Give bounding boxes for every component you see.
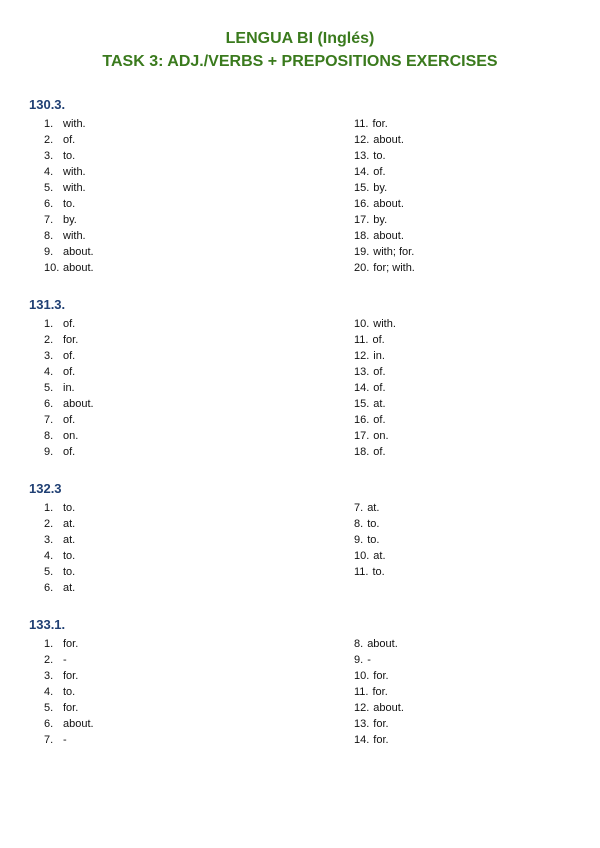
answer-text: at. — [373, 550, 386, 562]
answer-text: of. — [63, 134, 76, 146]
answer-text: at. — [63, 582, 76, 594]
answer-number: 6. — [44, 198, 54, 210]
answer-number: 14. — [354, 166, 370, 178]
answer-number: 7. — [44, 414, 54, 426]
answer-item — [44, 332, 94, 348]
answer-item — [44, 700, 94, 716]
answer-item — [44, 260, 94, 276]
answer-text: about. — [373, 134, 404, 146]
answer-number: 1. — [44, 502, 54, 514]
answer-text: for. — [372, 686, 388, 698]
section-heading: 132.3 — [29, 481, 62, 496]
answer-number: 16. — [354, 414, 370, 426]
answer-item — [354, 132, 415, 148]
answer-text: to. — [63, 566, 76, 578]
answer-text: to. — [63, 502, 76, 514]
answer-number: 11. — [354, 686, 369, 698]
answer-column-right — [354, 636, 404, 748]
section-heading: 130.3. — [29, 97, 66, 112]
answer-number: 8. — [354, 518, 364, 530]
answer-text: to. — [63, 198, 76, 210]
section-heading: 133.1. — [29, 617, 66, 632]
answer-number: 12. — [354, 702, 370, 714]
answer-text: to. — [373, 150, 386, 162]
answer-item — [44, 532, 75, 548]
answer-item — [354, 116, 415, 132]
answer-number: 5. — [44, 702, 54, 714]
answer-number: 9. — [44, 446, 54, 458]
answer-text: of. — [63, 446, 76, 458]
answer-text: about. — [373, 198, 404, 210]
answer-text: of. — [373, 166, 386, 178]
answer-number: 12. — [354, 350, 370, 362]
answer-item — [44, 396, 94, 412]
answer-text: - — [367, 654, 371, 666]
answer-number: 10. — [354, 318, 370, 330]
answer-text: of. — [63, 350, 76, 362]
answer-text: on. — [63, 430, 79, 442]
answer-text: of. — [373, 446, 386, 458]
answer-item — [354, 684, 404, 700]
answer-number: 10. — [354, 670, 370, 682]
answer-item — [354, 348, 396, 364]
answer-text: with; for. — [373, 246, 415, 258]
answer-item — [44, 652, 94, 668]
answer-text: with. — [63, 230, 86, 242]
answer-item — [354, 364, 396, 380]
answer-text: with. — [63, 118, 86, 130]
answer-text: at. — [63, 534, 76, 546]
answer-text: with. — [63, 182, 86, 194]
answer-text: about. — [367, 638, 398, 650]
answer-number: 15. — [354, 398, 370, 410]
answer-number: 4. — [44, 686, 54, 698]
answer-number: 8. — [44, 430, 54, 442]
answer-number: 2. — [44, 334, 54, 346]
answer-text: to. — [63, 550, 76, 562]
answer-number: 2. — [44, 518, 54, 530]
answer-number: 14. — [354, 382, 370, 394]
answer-number: 7. — [44, 734, 54, 746]
answer-item — [354, 516, 386, 532]
answer-number: 5. — [44, 382, 54, 394]
answer-column-left — [44, 116, 94, 276]
answer-item — [354, 396, 396, 412]
answer-item — [44, 180, 94, 196]
answer-item — [354, 636, 404, 652]
answer-number: 19. — [354, 246, 370, 258]
answer-number: 4. — [44, 366, 54, 378]
answer-item — [354, 668, 404, 684]
answer-text: about. — [373, 230, 404, 242]
answer-text: with. — [373, 318, 396, 330]
answer-item — [354, 180, 415, 196]
answer-number: 4. — [44, 550, 54, 562]
answer-text: for. — [373, 718, 389, 730]
answer-number: 15. — [354, 182, 370, 194]
answer-text: of. — [372, 334, 385, 346]
answer-number: 11. — [354, 118, 369, 130]
answer-text: about. — [63, 262, 94, 274]
answer-number: 12. — [354, 134, 370, 146]
answer-text: on. — [373, 430, 389, 442]
answer-text: for. — [63, 334, 79, 346]
answer-text: for. — [373, 670, 389, 682]
answer-item — [44, 228, 94, 244]
answer-item — [354, 716, 404, 732]
answer-item — [44, 348, 94, 364]
answer-item — [44, 116, 94, 132]
answer-text: by. — [373, 214, 388, 226]
answer-number: 16. — [354, 198, 370, 210]
section-heading: 131.3. — [29, 297, 66, 312]
answer-number: 11. — [354, 566, 369, 578]
answer-column-left — [44, 316, 94, 460]
answer-number: 2. — [44, 134, 54, 146]
answer-number: 18. — [354, 230, 370, 242]
answer-item — [44, 668, 94, 684]
answer-text: for. — [63, 702, 79, 714]
answer-text: about. — [373, 702, 404, 714]
answer-number: 14. — [354, 734, 370, 746]
answer-item — [354, 500, 386, 516]
answer-number: 5. — [44, 566, 54, 578]
answer-number: 7. — [44, 214, 54, 226]
answer-item — [44, 364, 94, 380]
answer-item — [354, 212, 415, 228]
answer-text: at. — [367, 502, 380, 514]
answer-text: of. — [373, 414, 386, 426]
answer-item — [44, 132, 94, 148]
answer-text: in. — [373, 350, 385, 362]
answer-text: about. — [63, 398, 94, 410]
answer-item — [44, 636, 94, 652]
answer-number: 3. — [44, 670, 54, 682]
answer-item — [354, 228, 415, 244]
answer-column-right — [354, 116, 415, 276]
answer-number: 18. — [354, 446, 370, 458]
answer-item — [44, 444, 94, 460]
answer-text: about. — [63, 246, 94, 258]
answer-number: 9. — [354, 534, 364, 546]
answer-number: 10. — [44, 262, 60, 274]
answer-text: with. — [63, 166, 86, 178]
answer-text: at. — [63, 518, 76, 530]
document-title: LENGUA BI (Inglés) — [225, 30, 375, 47]
answer-text: to. — [63, 686, 76, 698]
answer-text: for. — [372, 118, 388, 130]
answer-text: of. — [373, 366, 386, 378]
answer-number: 17. — [354, 430, 370, 442]
answer-item — [44, 732, 94, 748]
answer-text: about. — [63, 718, 94, 730]
answer-number: 11. — [354, 334, 369, 346]
answer-number: 6. — [44, 398, 54, 410]
answer-number: 1. — [44, 638, 54, 650]
answer-number: 10. — [354, 550, 370, 562]
answer-item — [44, 412, 94, 428]
answer-number: 3. — [44, 150, 54, 162]
answer-item — [44, 684, 94, 700]
answer-number: 9. — [44, 246, 54, 258]
answer-text: to. — [367, 518, 380, 530]
answer-item — [44, 196, 94, 212]
answer-number: 6. — [44, 718, 54, 730]
answer-number: 13. — [354, 150, 370, 162]
answer-item — [354, 148, 415, 164]
answer-column-right — [354, 500, 386, 580]
answer-item — [354, 412, 396, 428]
answer-item — [354, 260, 415, 276]
answer-item — [44, 148, 94, 164]
answer-item — [354, 244, 415, 260]
answer-item — [354, 652, 404, 668]
answer-number: 17. — [354, 214, 370, 226]
answer-item — [354, 332, 396, 348]
task-title: TASK 3: ADJ./VERBS + PREPOSITIONS EXERCISES — [102, 53, 498, 70]
answer-item — [354, 564, 386, 580]
answer-text: - — [63, 734, 67, 746]
answer-item — [354, 164, 415, 180]
answer-number: 1. — [44, 318, 54, 330]
answer-text: of. — [63, 414, 76, 426]
answer-item — [44, 564, 75, 580]
answer-text: of. — [63, 318, 76, 330]
answer-item — [44, 500, 75, 516]
answer-number: 1. — [44, 118, 54, 130]
answer-text: for. — [63, 638, 79, 650]
answer-number: 2. — [44, 654, 54, 666]
answer-text: for. — [63, 670, 79, 682]
answer-item — [354, 732, 404, 748]
answer-column-right — [354, 316, 396, 460]
answer-text: in. — [63, 382, 75, 394]
answer-number: 8. — [44, 230, 54, 242]
answer-text: by. — [63, 214, 77, 226]
answer-number: 13. — [354, 718, 370, 730]
answer-text: - — [63, 654, 67, 666]
answer-item — [354, 532, 386, 548]
answer-item — [44, 164, 94, 180]
answer-text: for; with. — [373, 262, 415, 274]
answer-text: to. — [372, 566, 385, 578]
answer-number: 6. — [44, 582, 54, 594]
answer-text: to. — [367, 534, 380, 546]
answer-item — [354, 444, 396, 460]
answer-text: of. — [63, 366, 76, 378]
answer-item — [354, 548, 386, 564]
answer-item — [44, 516, 75, 532]
answer-number: 3. — [44, 350, 54, 362]
answer-item — [354, 196, 415, 212]
answer-number: 9. — [354, 654, 364, 666]
answer-number: 8. — [354, 638, 364, 650]
answer-column-left — [44, 636, 94, 748]
answer-item — [44, 212, 94, 228]
answer-item — [44, 244, 94, 260]
answer-number: 3. — [44, 534, 54, 546]
answer-item — [44, 548, 75, 564]
answer-number: 20. — [354, 262, 370, 274]
answer-item — [354, 316, 396, 332]
answer-text: of. — [373, 382, 386, 394]
answer-text: at. — [373, 398, 386, 410]
answer-item — [44, 428, 94, 444]
answer-text: to. — [63, 150, 76, 162]
answer-column-left — [44, 500, 75, 596]
answer-item — [44, 716, 94, 732]
answer-item — [44, 316, 94, 332]
answer-item — [354, 380, 396, 396]
answer-text: by. — [373, 182, 388, 194]
answer-item — [44, 380, 94, 396]
answer-item — [354, 428, 396, 444]
answer-number: 5. — [44, 182, 54, 194]
answer-number: 13. — [354, 366, 370, 378]
answer-number: 4. — [44, 166, 54, 178]
answer-text: for. — [373, 734, 389, 746]
answer-item — [354, 700, 404, 716]
answer-item — [44, 580, 75, 596]
answer-number: 7. — [354, 502, 364, 514]
